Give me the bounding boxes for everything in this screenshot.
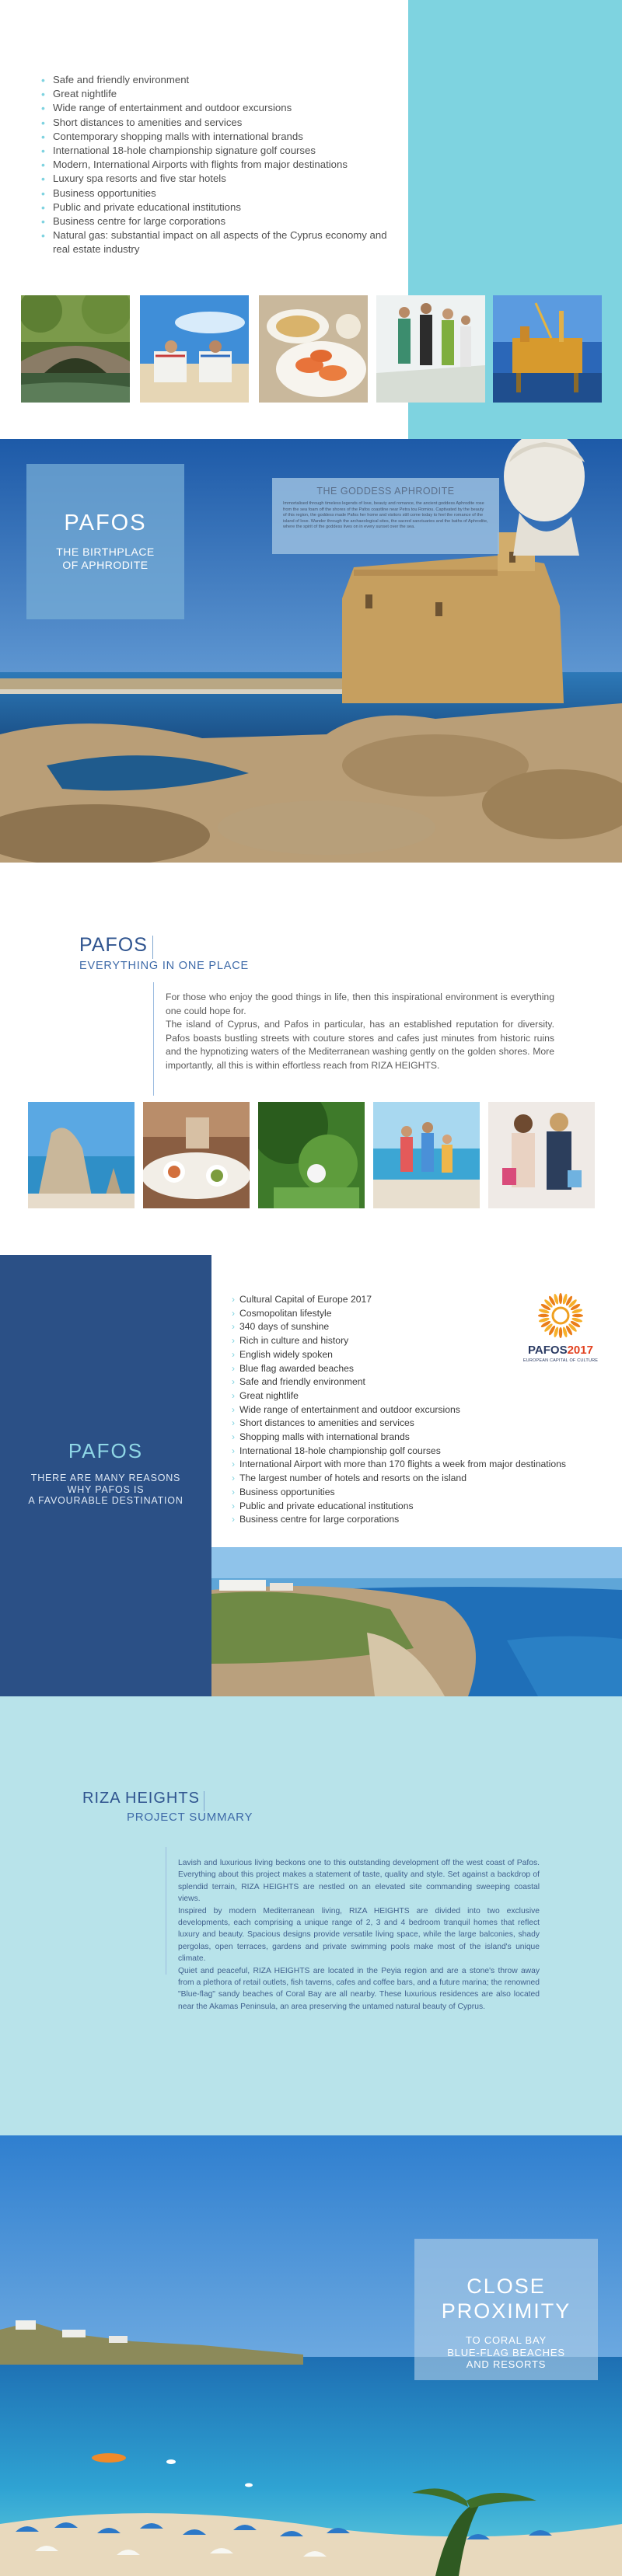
list-item: › Business opportunities xyxy=(232,1486,605,1500)
birthplace-title-box xyxy=(26,464,184,619)
list-item: › Public and private educational institutions xyxy=(232,1500,605,1514)
list-item: › Wide range of entertainment and outdoor excursions xyxy=(232,1403,605,1417)
summary-text xyxy=(178,1857,540,2013)
photo-dining xyxy=(143,1102,250,1208)
photo-shopping xyxy=(488,1102,595,1208)
list-item: › Great nightlife xyxy=(232,1389,605,1403)
title-divider xyxy=(152,936,153,959)
list-item: › The largest number of hotels and resorts on the island xyxy=(232,1472,605,1486)
favourable-section xyxy=(0,1255,622,1696)
list-item: › Rich in culture and history xyxy=(232,1334,605,1348)
photo-seafood xyxy=(259,295,368,403)
list-item: • Business centre for large corporations xyxy=(40,214,406,228)
pafos2017-logo xyxy=(517,1286,604,1373)
list-item: › Business centre for large corporations xyxy=(232,1513,605,1527)
list-item: › Safe and friendly environment xyxy=(232,1375,605,1389)
list-item: › Blue flag awarded beaches xyxy=(232,1362,605,1376)
proximity-subtitle-line: TO CORAL BAY xyxy=(466,2334,547,2346)
proximity-title-box xyxy=(414,2239,598,2380)
one-place-title: PAFOS xyxy=(79,934,148,956)
text-rule xyxy=(153,982,154,1096)
list-item: • Contemporary shopping malls with international brands xyxy=(40,130,406,144)
proximity-subtitle xyxy=(414,2334,598,2371)
favourable-subtitle xyxy=(0,1473,211,1507)
list-item: • Public and private educational institutions xyxy=(40,200,406,214)
proximity-subtitle-line: BLUE-FLAG BEACHES xyxy=(447,2346,565,2358)
photo-hikers xyxy=(376,295,485,403)
birthplace-subtitle-line: OF APHRODITE xyxy=(62,559,149,571)
photo-beach-chairs xyxy=(140,295,249,403)
logo-word: PAFOS xyxy=(528,1344,568,1357)
photo-gas-platform xyxy=(493,295,602,403)
paragraph: For those who enjoy the good things in life, then this inspirational environment is everything one could hope for. xyxy=(166,992,554,1016)
list-item: • Modern, International Airports with flights from major destinations xyxy=(40,158,406,172)
list-item: • Safe and friendly environment xyxy=(40,73,406,87)
list-item: • Short distances to amenities and services xyxy=(40,116,406,130)
birthplace-section xyxy=(0,439,622,863)
goddess-title: THE GODDESS APHRODITE xyxy=(316,486,455,497)
coastline-photo xyxy=(211,1547,622,1696)
favourable-title: PAFOS xyxy=(68,1439,144,1462)
logo-caption: EUROPEAN CAPITAL OF CULTURE xyxy=(522,1358,599,1363)
photo-golf xyxy=(258,1102,365,1208)
one-place-subtitle: EVERYTHING IN ONE PLACE xyxy=(79,960,249,972)
proximity-title xyxy=(414,2274,598,2323)
logo-wordmark xyxy=(517,1344,604,1357)
favourable-subtitle-line: A FAVOURABLE DESTINATION xyxy=(28,1495,183,1506)
one-place-section xyxy=(0,863,622,1255)
list-item: › Shopping malls with international brands xyxy=(232,1431,605,1445)
proximity-subtitle-line: AND RESORTS xyxy=(466,2358,547,2370)
paragraph: The island of Cyprus, and Pafos in particular, has an established reputation for diversity. Pafos boasts bustling streets with couture stores and cafes just minutes from historic ruins and the hypnotizing waters of the Mediterranean washing gently on the golden shores. More importantly, all this is within effortless reach from RIZA HEIGHTS. xyxy=(166,1019,554,1071)
list-item: • Natural gas: substantial impact on all aspects of the Cyprus economy and real estate industry xyxy=(40,228,406,256)
proximity-title-line: CLOSE xyxy=(466,2274,546,2298)
features-list xyxy=(40,73,406,257)
list-item: • Wide range of entertainment and outdoor excursions xyxy=(40,101,406,115)
list-item: › Cultural Capital of Europe 2017 xyxy=(232,1293,605,1307)
paragraph: Quiet and peaceful, RIZA HEIGHTS are located in the Peyia region and are a stone's throw away from a plethora of retail outlets, fish taverns, cafes and coffee bars, and a future marina; the renowned "Blue-flag" sandy beaches of Coral Bay are all nearby. These luxurious residences are also located near the Akamas Peninsula, an area preserving the untamed natural beauty of Cyprus. xyxy=(178,1966,540,2011)
birthplace-subtitle xyxy=(26,546,184,572)
birthplace-title: PAFOS xyxy=(64,511,147,535)
list-item: › Short distances to amenities and services xyxy=(232,1417,605,1431)
logo-year: 2017 xyxy=(567,1344,593,1357)
goddess-body: Immortalised through timeless legends of love, beauty and romance, the ancient goddess Aphrodite rose from the sea foam off the shores of the Pafos coastline near Petra tou Romiou. Captivated by the beauty of this region, the goddess made Pafos her home and visitors still come today to feel the romance of the island of love. Wander through the archaeological sites, the sacred sanctuaries and the baths of Aphrodite, where the spirit of the goddess lives on in every sunset over the sea. xyxy=(283,501,488,530)
photo-rock-coast xyxy=(28,1102,135,1208)
paragraph: Inspired by modern Mediterranean living, RIZA HEIGHTS are divided into two exclusive developments, each comprising a unique range of 2, 3 and 4 bedroom tranquil homes that reflect luxury and beauty. Spacious designs provide versatile living space, while the large balconies, shady pergolas, open terraces, gardens and private swimming pools make most of the island's unique climate. xyxy=(178,1906,540,1964)
birthplace-subtitle-line: THE BIRTHPLACE xyxy=(56,546,155,558)
list-item: • Great nightlife xyxy=(40,87,406,101)
list-item: › International 18-hole championship golf courses xyxy=(232,1445,605,1459)
list-item: › International Airport with more than 170 flights a week from major destinations xyxy=(232,1458,605,1472)
proximity-section xyxy=(0,2135,622,2576)
list-item: • International 18-hole championship signature golf courses xyxy=(40,144,406,158)
favourable-subtitle-line: THERE ARE MANY REASONS xyxy=(30,1473,181,1483)
favourable-subtitle-line: WHY PAFOS IS xyxy=(67,1483,145,1495)
features-section xyxy=(0,0,622,439)
summary-subtitle: PROJECT SUMMARY xyxy=(127,1811,253,1824)
favourable-title-panel xyxy=(0,1255,211,1696)
photo-family-beach xyxy=(373,1102,480,1208)
list-item: • Luxury spa resorts and five star hotels xyxy=(40,172,406,186)
goddess-panel xyxy=(272,478,499,554)
list-item: • Business opportunities xyxy=(40,186,406,200)
summary-title: RIZA HEIGHTS xyxy=(82,1790,200,1807)
proximity-title-line: PROXIMITY xyxy=(441,2299,571,2323)
paragraph: Lavish and luxurious living beckons one to this outstanding development off the west coast of Pafos. Everything about this project makes a statement of taste, quality and style. Set against a backdrop of splendid terrain, RIZA HEIGHTS are nestled on an elevated site commanding sweeping coastal views. xyxy=(178,1859,540,1904)
photo-stone-bridge xyxy=(21,295,130,403)
one-place-text xyxy=(166,991,554,1073)
summary-section xyxy=(0,1696,622,2135)
list-item: › Cosmopolitan lifestyle xyxy=(232,1307,605,1321)
list-item: › 340 days of sunshine xyxy=(232,1320,605,1334)
list-item: › English widely spoken xyxy=(232,1348,605,1362)
